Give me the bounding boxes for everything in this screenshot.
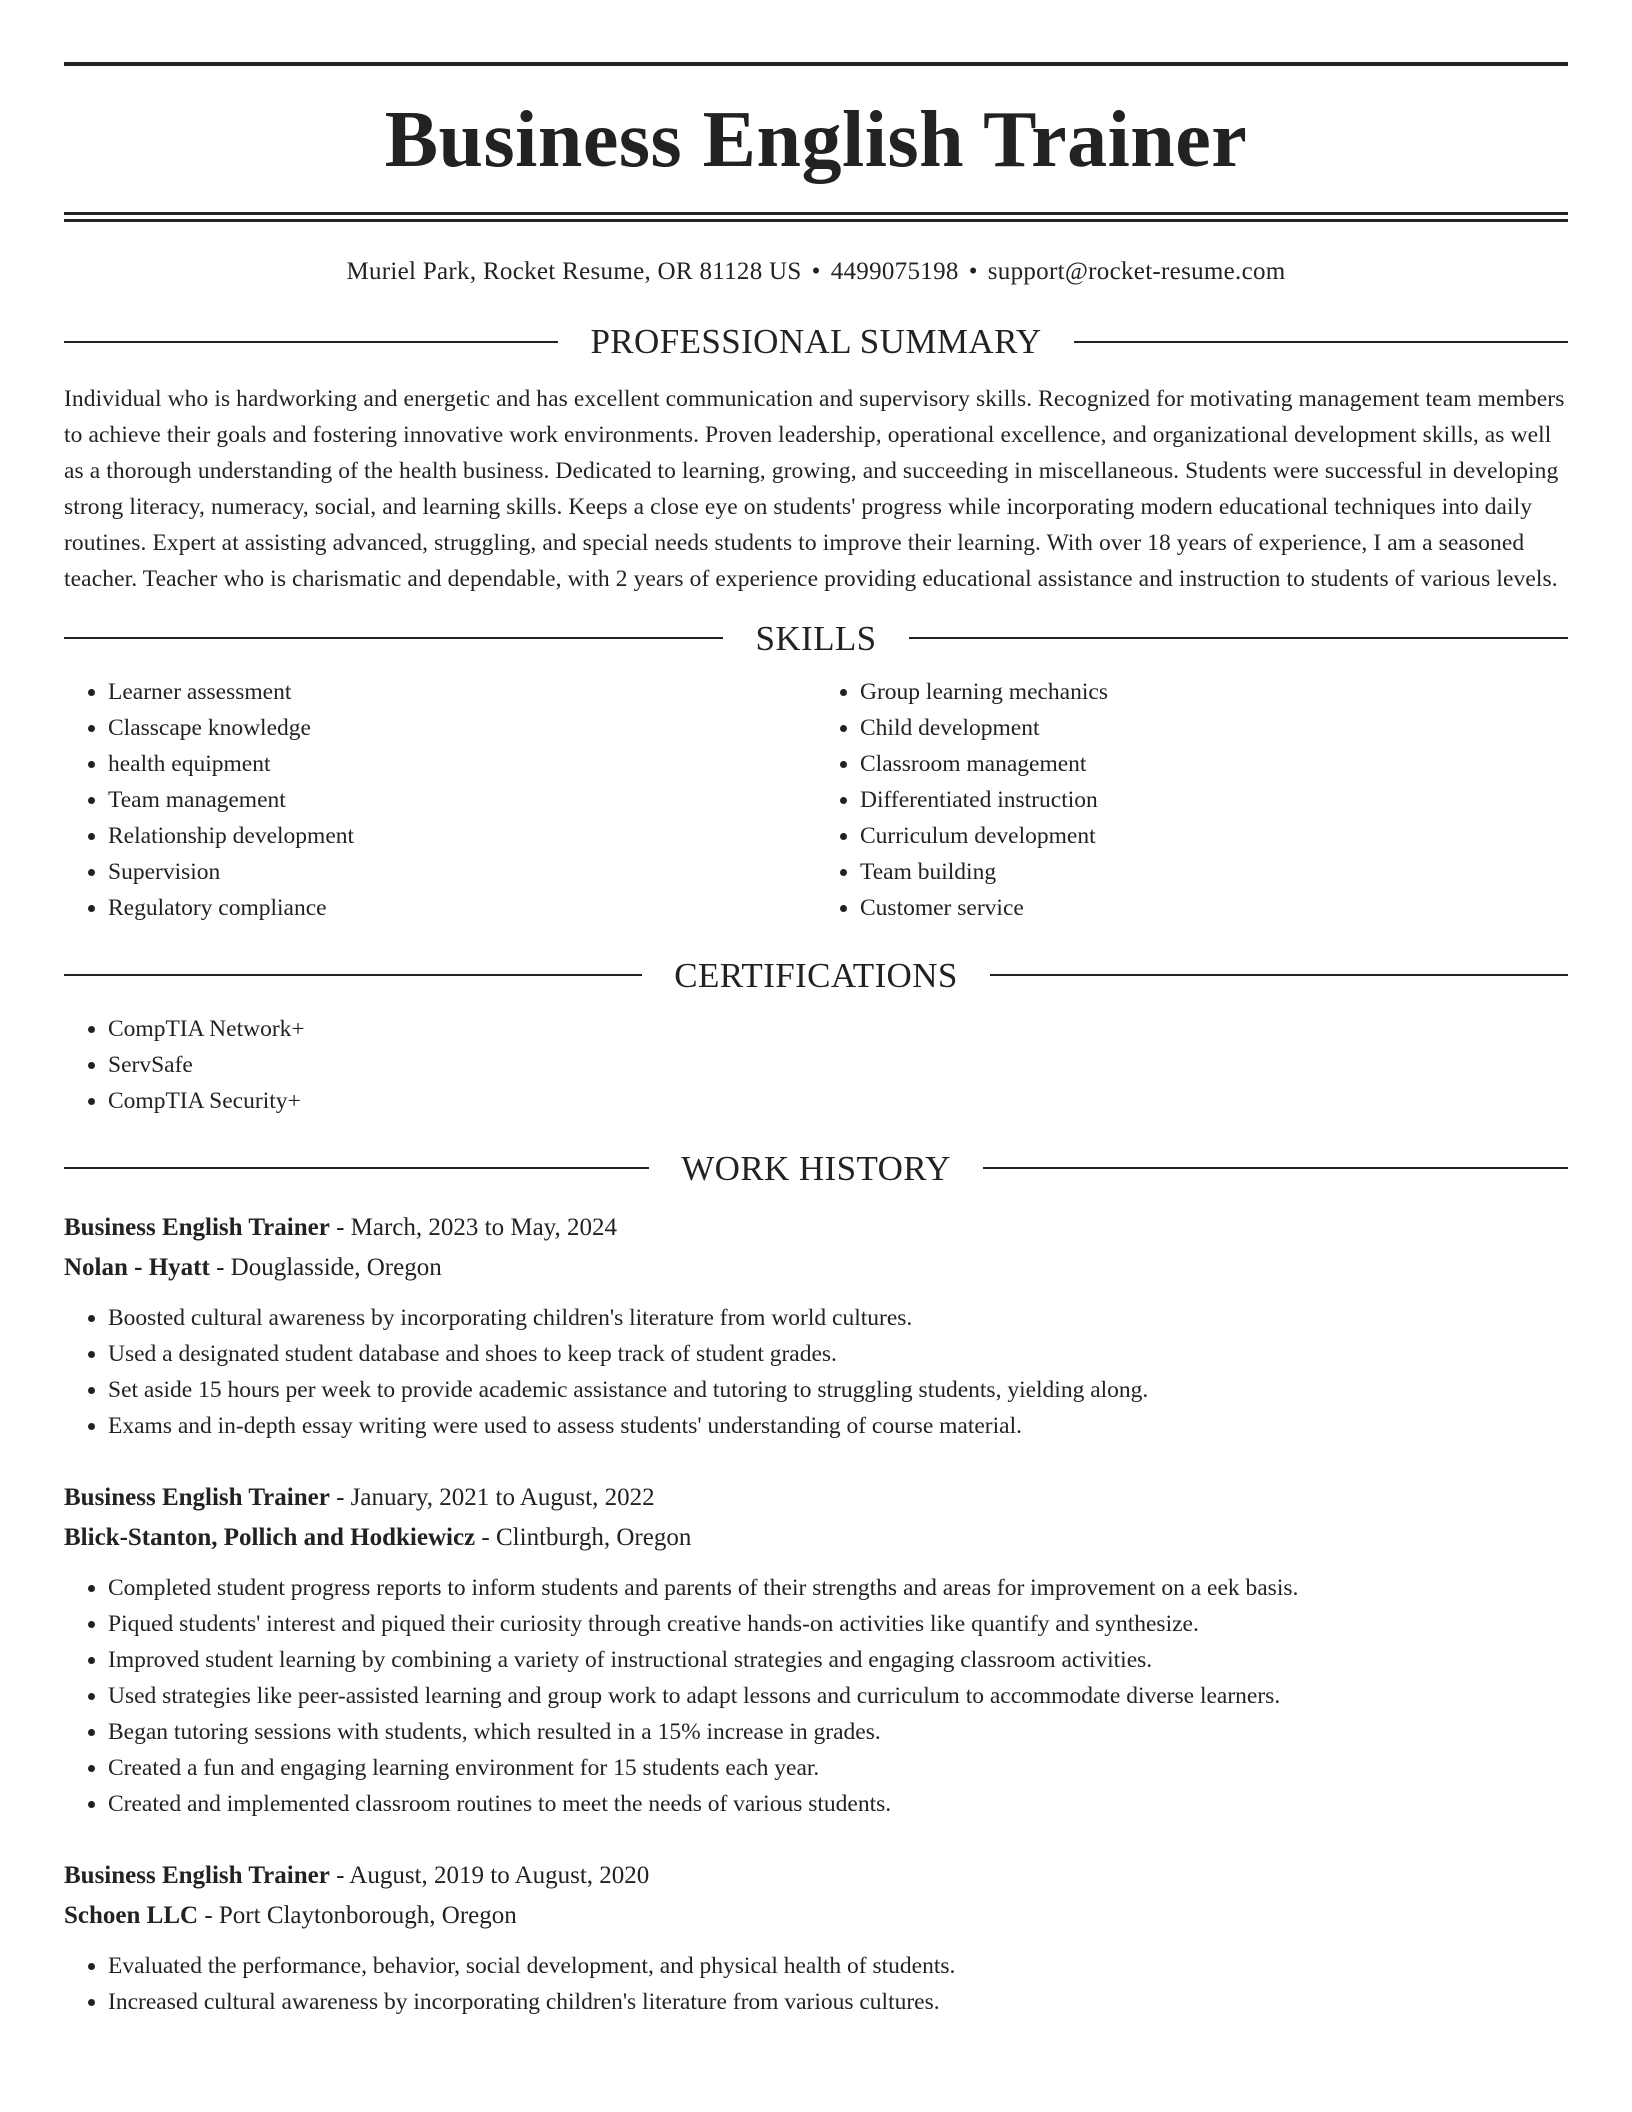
list-item: • Completed student progress reports to inform students and parents of their strengths and areas for improvement on a eek basis. <box>108 1570 1568 1606</box>
skills-grid <box>64 674 1568 926</box>
job-dates: - January, 2021 to August, 2022 <box>329 1483 655 1511</box>
summary-text: Individual who is hardworking and energetic and has excellent communication and supervisory skills. Recognized for motivating management team members to achieve their goals and fostering innovative work environments. Proven leadership, operational excellence, and organizational development skills, as well as a thorough understanding of the health business. Dedicated to learning, growing, and succeeding in miscellaneous. Students were successful in developing strong literacy, numeracy, social, and learning skills. Keeps a close eye on students' progress while incorporating modern educational techniques into daily routines. Expert at assisting advanced, struggling, and special needs students to improve their learning. With over 18 years of experience, I am a seasoned teacher. Teacher who is charismatic and dependable, with 2 years of experience providing educational assistance and instruction to students of various levels. <box>64 386 1565 592</box>
list-item: • Improved student learning by combining a variety of instructional strategies and engaging classroom activities. <box>108 1642 1568 1678</box>
skills-list-left <box>64 674 816 926</box>
section-header-certifications <box>64 955 1568 995</box>
contact-line <box>64 258 1568 286</box>
resume-page <box>64 0 1568 2020</box>
section-title-skills: SKILLS <box>755 618 877 658</box>
title-double-rule <box>64 212 1568 222</box>
list-item: • CompTIA Security+ <box>108 1083 1568 1119</box>
contact-email: support@rocket-resume.com <box>987 258 1286 285</box>
job-bullets <box>64 1948 1568 2020</box>
section-title-work: WORK HISTORY <box>681 1148 951 1188</box>
skills-list-right <box>816 674 1568 926</box>
list-item: • Customer service <box>860 890 1568 926</box>
job-bullets <box>64 1570 1568 1822</box>
list-item: • Created a fun and engaging learning environment for 15 students each year. <box>108 1750 1568 1786</box>
list-item: • health equipment <box>108 746 816 782</box>
list-item: • Child development <box>860 710 1568 746</box>
list-item: • Used strategies like peer-assisted learning and group work to adapt lessons and curriculum to accommodate diverse learners. <box>108 1678 1568 1714</box>
job-title: Business English Trainer <box>64 1861 330 1889</box>
list-item: • Team building <box>860 854 1568 890</box>
job-title: Business English Trainer <box>64 1483 330 1511</box>
job-company-line <box>64 1896 1568 1936</box>
list-item: • Exams and in-depth essay writing were used to assess students' understanding of course material. <box>108 1408 1568 1444</box>
section-header-summary <box>64 324 1568 359</box>
list-item: • Team management <box>108 782 816 818</box>
list-item: • Classroom management <box>860 746 1568 782</box>
section-header-work <box>64 1148 1568 1188</box>
list-item: • Differentiated instruction <box>860 782 1568 818</box>
job-dates: - March, 2023 to May, 2024 <box>329 1213 618 1241</box>
list-item: • Boosted cultural awareness by incorporating children's literature from world cultures. <box>108 1300 1568 1336</box>
section-rule <box>64 341 558 343</box>
job-entry <box>64 1208 1568 1444</box>
section-rule <box>1074 341 1568 343</box>
job-title-line <box>64 1856 1568 1896</box>
job-location: - Port Claytonborough, Oregon <box>198 1901 517 1929</box>
section-rule <box>64 1167 649 1169</box>
list-item: • Created and implemented classroom routines to meet the needs of various students. <box>108 1786 1568 1822</box>
list-item: • Increased cultural awareness by incorporating children's literature from various cultures. <box>108 1984 1568 2020</box>
list-item: • Set aside 15 hours per week to provide academic assistance and tutoring to struggling students, yielding along. <box>108 1372 1568 1408</box>
list-item: • Supervision <box>108 854 816 890</box>
certifications-list <box>64 1011 1568 1119</box>
contact-address: Muriel Park, Rocket Resume, OR 81128 US <box>346 258 802 285</box>
list-item: • Classcape knowledge <box>108 710 816 746</box>
job-location: - Clintburgh, Oregon <box>475 1523 692 1551</box>
job-company-line <box>64 1248 1568 1288</box>
list-item: • Evaluated the performance, behavior, social development, and physical health of students. <box>108 1948 1568 1984</box>
job-title-line <box>64 1208 1568 1248</box>
list-item: • Used a designated student database and shoes to keep track of student grades. <box>108 1336 1568 1372</box>
list-item: • Piqued students' interest and piqued their curiosity through creative hands-on activities like quantify and synthesize. <box>108 1606 1568 1642</box>
list-item: • Learner assessment <box>108 674 816 710</box>
contact-phone: 4499075198 <box>830 258 959 285</box>
contact-separator: • <box>968 258 978 285</box>
list-item: • Regulatory compliance <box>108 890 816 926</box>
list-item: • Group learning mechanics <box>860 674 1568 710</box>
list-item: • CompTIA Network+ <box>108 1011 1568 1047</box>
section-title-certifications: CERTIFICATIONS <box>674 955 958 995</box>
contact-separator: • <box>811 258 821 285</box>
section-header-skills <box>64 618 1568 658</box>
job-bullets <box>64 1300 1568 1444</box>
top-rule <box>64 62 1568 66</box>
page-title: Business English Trainer <box>384 96 1248 184</box>
list-item: • Began tutoring sessions with students, which resulted in a 15% increase in grades. <box>108 1714 1568 1750</box>
section-rule <box>64 637 723 639</box>
section-rule <box>909 637 1568 639</box>
section-rule <box>990 974 1568 976</box>
job-location: - Douglasside, Oregon <box>209 1253 442 1281</box>
job-company: Nolan - Hyatt <box>64 1253 210 1281</box>
section-title-summary: PROFESSIONAL SUMMARY <box>590 322 1042 361</box>
job-company: Schoen LLC <box>64 1901 199 1929</box>
list-item: • ServSafe <box>108 1047 1568 1083</box>
list-item: • Curriculum development <box>860 818 1568 854</box>
job-title-line <box>64 1478 1568 1518</box>
job-entry <box>64 1478 1568 1822</box>
job-company-line <box>64 1518 1568 1558</box>
section-rule <box>64 974 642 976</box>
job-title: Business English Trainer <box>64 1213 330 1241</box>
list-item: • Relationship development <box>108 818 816 854</box>
job-company: Blick-Stanton, Pollich and Hodkiewicz <box>64 1523 476 1551</box>
section-rule <box>983 1167 1568 1169</box>
job-dates: - August, 2019 to August, 2020 <box>329 1861 650 1889</box>
job-entry <box>64 1856 1568 2020</box>
